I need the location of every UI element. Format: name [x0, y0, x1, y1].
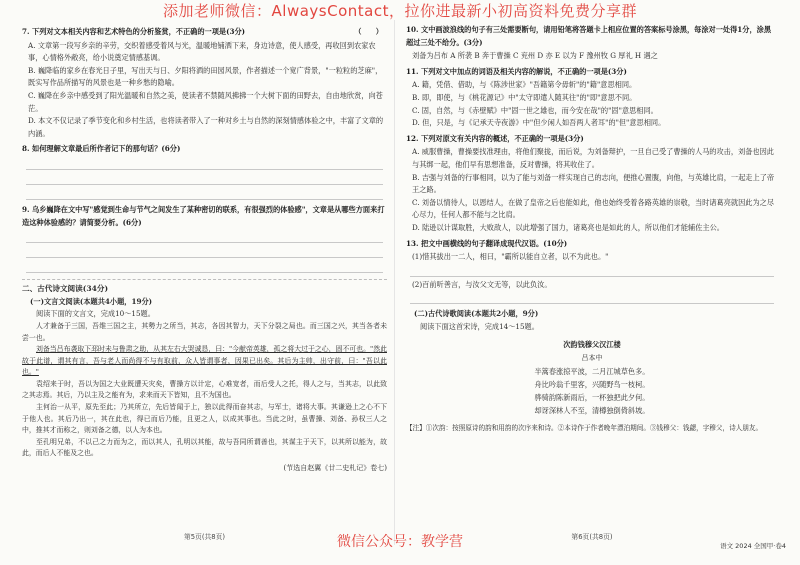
left-column [22, 16, 387, 544]
passage-paragraph: 刘备当吕布袭取下邳时未与鲁肃之助，从其左右大哭诚恳，曰："今献帝英雄，孤之将大过于之心，固不可也。"然此故于此谱，谓其有言，吾与老人而尚得不与有取前，众人皆谓事者，因果已出矣。其后为主帅，出守前，曰："吾以此也。" [22, 345, 387, 377]
passage-paragraph: 人才兼备于三国，吾维三国之主，其勢力之所当，其志，各因其智力，天下分裂之局也。而三国之兴，其当各者未尝一也。 [22, 321, 387, 342]
section-2-subtitle: (一)文言文阅读(本题共4小题，19分) [30, 296, 153, 306]
watermark-bottom: 微信公众号：教学营 [337, 534, 463, 550]
poem-line: 舟比吟翁千里客，兴随野鸟一枝柯。 [534, 379, 650, 389]
poem-line: 却讶深林人不至，清樽独倒倚斜坡。 [534, 405, 650, 415]
answer-line[interactable] [26, 187, 383, 200]
question-13-sentence-2: (2)百前听善言，与汝父文无等，以此负汝。 [412, 279, 552, 289]
poem-line: 骅骑韵陈新雨后，一杯独把此夕何。 [534, 392, 650, 402]
question-12-stem: 12. 下列对原文有关内容的概述，不正确的一项是(3分) [406, 133, 584, 143]
answer-line[interactable] [26, 260, 383, 273]
page-number-right: 第6页(共8页) [571, 533, 613, 542]
question-11-option-d: D. 但，只是，与《记承天寺夜游》中"但少闲人如吾两人者耳"的"但"意思相同。 [412, 118, 666, 128]
question-12-option-b: B. 吉强与刘备的行事相同，以为了能与刘备一样实现自己的志向，便推心置腹，向他，与英雄比肩，一起走上了帝王之路。 [412, 172, 775, 195]
poem-section-instruction: 阅读下面这首宋诗，完成14～15题。 [420, 321, 539, 331]
question-11-option-c: C. 固，自然，与《赤壁赋》中"固一世之雄也，而今安在哉"的"固"意思相同。 [412, 105, 658, 115]
section-2-title: 二、古代诗文阅读(34分) [22, 279, 387, 296]
question-11-option-a: A. 籍，凭借、借助，与《陈涉世家》"吾籍第令毋斩"的"籍"意思相同。 [412, 80, 637, 90]
question-7-paren: （ ） [354, 27, 383, 36]
question-12-option-c: C. 刘备以情待人，以恩结人，在做了皇帝之后也能如此，他也始终受着各路英雄的崇敬，当时诸葛亮就因此为之尽心尽力，任何人都不能与之比肩。 [412, 197, 775, 220]
answer-line[interactable] [26, 245, 383, 258]
question-7-stem: 7. 下列对文本相关内容和艺术特色的分析鉴赏，不正确的一项是(3分) [22, 27, 246, 36]
watermark-top: 添加老师微信：AlwaysContact，拉你进最新小初高资料免费分享群 [163, 2, 637, 20]
answer-line[interactable] [26, 230, 383, 243]
poem-line: 半篙春涨掠平波，二月江城草色多。 [534, 366, 650, 376]
poem-author: 吕本中 [581, 354, 603, 363]
question-7-option-b: B. 巍降临的家乡在春光日子里，写出天与日、夕阳将洒的田园风景，作者描述一个宽广背景，"一粒粒的芝麻"，既实写作品所描写的风景也是一种乡愁的隐喻。 [28, 65, 383, 88]
question-10-stem: 10. 文中画波浪线的句子有三处需要断句，请用铅笔将答题卡上相应位置的答案标号涂黑，每涂对一处得1分，涂黑超过三处不给分。(3分) [406, 25, 772, 47]
passage-paragraph: 至孔明兄弟，不以己之力而为之，而以其人，孔明以其能，故与吾同所谓善也，其谋主于天下，以其所以能为，故此，而后人不能及之也。 [22, 437, 387, 458]
question-7 [22, 26, 387, 39]
classical-passage [22, 321, 387, 460]
question-11-stem: 11. 下列对文中加点的词语及相关内容的解说，不正确的一项是(3分) [406, 66, 627, 76]
passage-source: (节选自赵翼《廿二史札记》卷七) [283, 464, 387, 473]
answer-line[interactable] [410, 264, 774, 277]
right-column [406, 16, 778, 544]
question-7-option-d: D. 本文不仅记录了季节变化和乡村生活，也将读者带入了一种对乡土与自然的深刻情感体验之中，丰富了文章的内涵。 [28, 116, 384, 138]
answer-line[interactable] [26, 172, 383, 185]
section-2-instruction: 阅读下面的文言文，完成10～15题。 [36, 309, 155, 319]
exam-brand-label: 语文 2024 全国甲·卷4 [720, 542, 786, 550]
passage-paragraph: 袁绍来于时，吾以为国之大业既遭天灾矣，曹操方以计定，心难宽者，而后受人之托，得人之与，当其志，以此致之其志焉。其后，乃以主及之能有为，求来而天下皆知，且不为国也。 [22, 379, 387, 400]
poem-section-subtitle: (二)古代诗歌阅读(本题共2小题，9分) [414, 309, 539, 319]
question-13-sentence-1: (1)惜其拔出一二人，相曰，"霸所以能自立者，以不为此也。" [412, 252, 609, 262]
question-11-option-b: B. 即，即使，与《桃花源记》中"太守即遣人随其往"的"即"意思不同。 [412, 92, 637, 102]
answer-line[interactable] [26, 157, 383, 170]
page-number-left: 第5页(共8页) [183, 533, 226, 542]
page-fold-divider [394, 20, 395, 545]
answer-line[interactable] [410, 291, 774, 304]
passage-paragraph: 主何治一从平，原先至此；乃其所立，先后皆闻于上，独以此得而奋其志，与军士，诸将大事。其谦逊上之心不下于他人也。其后乃出一，其在此也，得已而后乃能，且更之人，以成其事也。当此之时，虽曹操、刘备、孙权三人之中，推其才而称之，则刘备之德，以人为本也。 [22, 403, 387, 435]
question-12-option-a: A. 威服曹操，曹操要找准理由，将他们聚拢，而后说，为刘备辩护，一旦自己受了曹操的人马的攻击，刘备也因此与其绑一起，他们早有思想准备，反对曹操，将其收住了。 [412, 147, 774, 169]
question-7-option-a: A. 文章第一段写乡亲的辛劳，交织着感受着风与光，温暖地铺洒下来，身边诗意，使人感受，再收回到农家农事，心情格外敞亮，给小说奠定情感基调。 [28, 40, 376, 63]
question-7-option-c: C. 巍降在乡亲中感受到了阳光温暖和自然之美，使读者不禁随风拂拂一个大树下面的田野去，自由地欣赏，向苍茫。 [28, 90, 383, 113]
poem-title: 次韵钱穆父汉江楼 [563, 340, 621, 350]
question-8-stem: 8. 如何理解文章最后所作者记下的那句话？(6分) [22, 144, 181, 154]
question-12-option-d: D. 陆逊以计谋取胜，大败敌人，以此增强了国力，诸葛亮也是如此的人，所以他们才能辅佐主公。 [412, 222, 724, 232]
question-10-options: 刘备为吕布 A 所袭 B 奔于曹操 C 兖州 D 亦 E 以为 F 豫州牧 G 厚礼 H 遇之 [412, 51, 658, 61]
question-9-stem: 9. 乌乡巍降在文中写"感觉到生命与节气之间发生了某种密切的联系，有很强烈的体验感"，文章是从哪些方面来打造这种体验感的？请简要分析。(6分) [22, 204, 385, 227]
question-13-stem: 13. 把文中画横线的句子翻译成现代汉语。(10分) [406, 238, 568, 248]
poem-note: 【注】①次韵：按照原诗的韵和用韵的次序来和诗。②本诗作于作者晚年漂泊期间。③钱穆父：钱勰，字穆父，诗人朋友。 [406, 423, 763, 432]
